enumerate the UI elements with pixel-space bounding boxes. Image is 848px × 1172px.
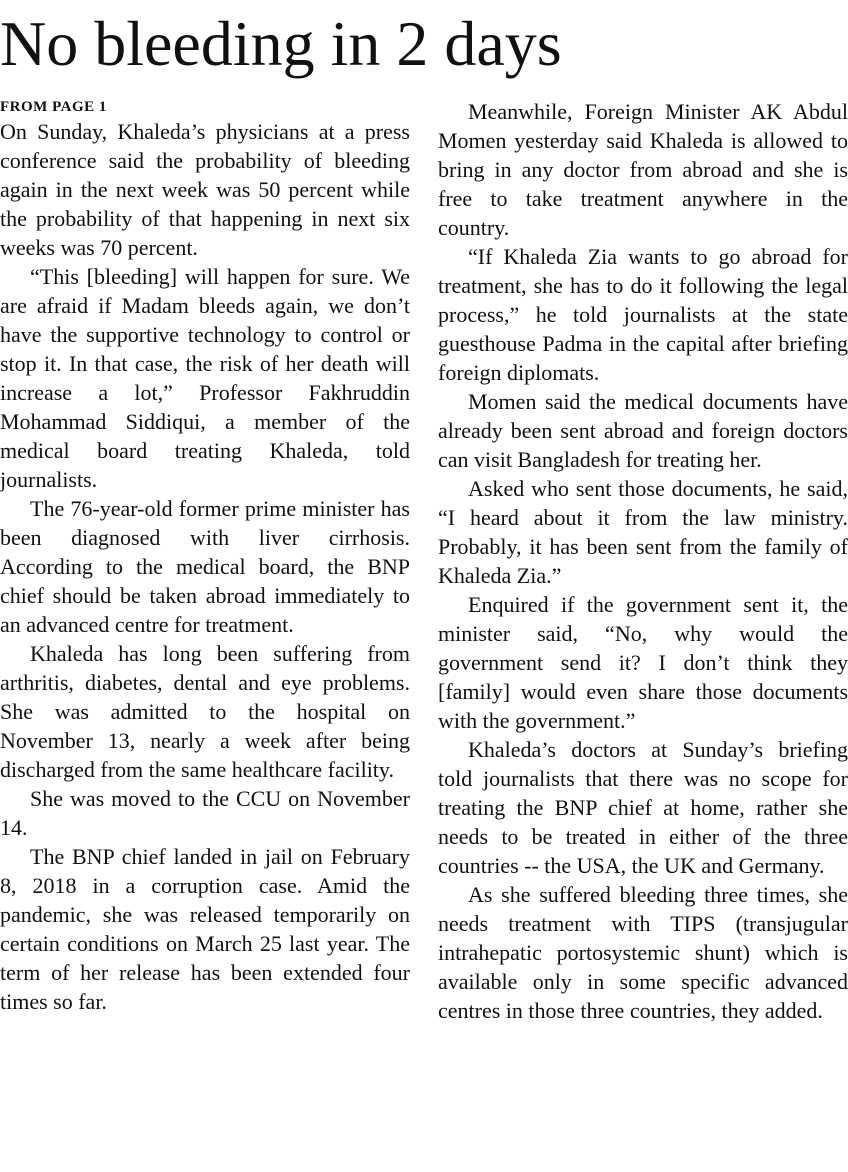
paragraph: The BNP chief landed in jail on February 8, 2018 in a corruption case. Amid the pandemic, she was released temporarily on certain conditions on March 25 last year. The term of her release has been extended four times so far. <box>0 844 410 1014</box>
paragraph: Khaleda has long been suffering from arthritis, diabetes, dental and eye problems. She was admitted to the hospital on November 13, nearly a week after being discharged from the same healthcare facility. <box>0 641 410 782</box>
paragraph: As she suffered bleeding three times, she needs treatment with TIPS (transjugular intrahepatic portosystemic shunt) which is available only in some specific advanced centres in those three countries, they added. <box>438 882 848 1023</box>
paragraph: She was moved to the CCU on November 14. <box>0 786 410 840</box>
headline: No bleeding in 2 days <box>0 8 562 79</box>
paragraph: Khaleda’s doctors at Sunday’s briefing told journalists that there was no scope for treating the BNP chief at home, rather she needs to be treated in either of the three countries -- the USA, the UK and Germany. <box>438 737 848 878</box>
paragraph: On Sunday, Khaleda’s physicians at a press conference said the probability of bleeding again in the next week was 50 percent while the probability of that happening in next six weeks was 70 percent. <box>0 119 410 260</box>
jump-label: FROM PAGE 1 <box>0 99 107 115</box>
paragraph: “If Khaleda Zia wants to go abroad for treatment, she has to do it following the legal process,” he told journalists at the state guesthouse Padma in the capital after briefing foreign diplomats. <box>438 244 848 385</box>
paragraph: “This [bleeding] will happen for sure. We are afraid if Madam bleeds again, we don’t have the supportive technology to control or stop it. In that case, the risk of her death will increase a lot,” Professor Fakhruddin Mohammad Siddiqui, a member of the medical board treating Khaleda, told journalists. <box>0 264 410 492</box>
paragraph: Momen said the medical documents have already been sent abroad and foreign doctors can visit Bangladesh for treating her. <box>438 389 848 472</box>
paragraph: Meanwhile, Foreign Minister AK Abdul Momen yesterday said Khaleda is allowed to bring in any doctor from abroad and she is free to take treatment anywhere in the country. <box>438 99 848 240</box>
paragraph: Asked who sent those documents, he said, “I heard about it from the law ministry. Probably, it has been sent from the family of Khaleda Zia.” <box>438 476 848 588</box>
paragraph: Enquired if the government sent it, the minister said, “No, why would the government send it? I don’t think they [family] would even share those documents with the government.” <box>438 592 848 733</box>
paragraph: The 76-year-old former prime minister has been diagnosed with liver cirrhosis. According to the medical board, the BNP chief should be taken abroad immediately to an advanced centre for treatment. <box>0 496 410 637</box>
article-column-right <box>438 97 848 1025</box>
article-column-left <box>0 97 410 1016</box>
